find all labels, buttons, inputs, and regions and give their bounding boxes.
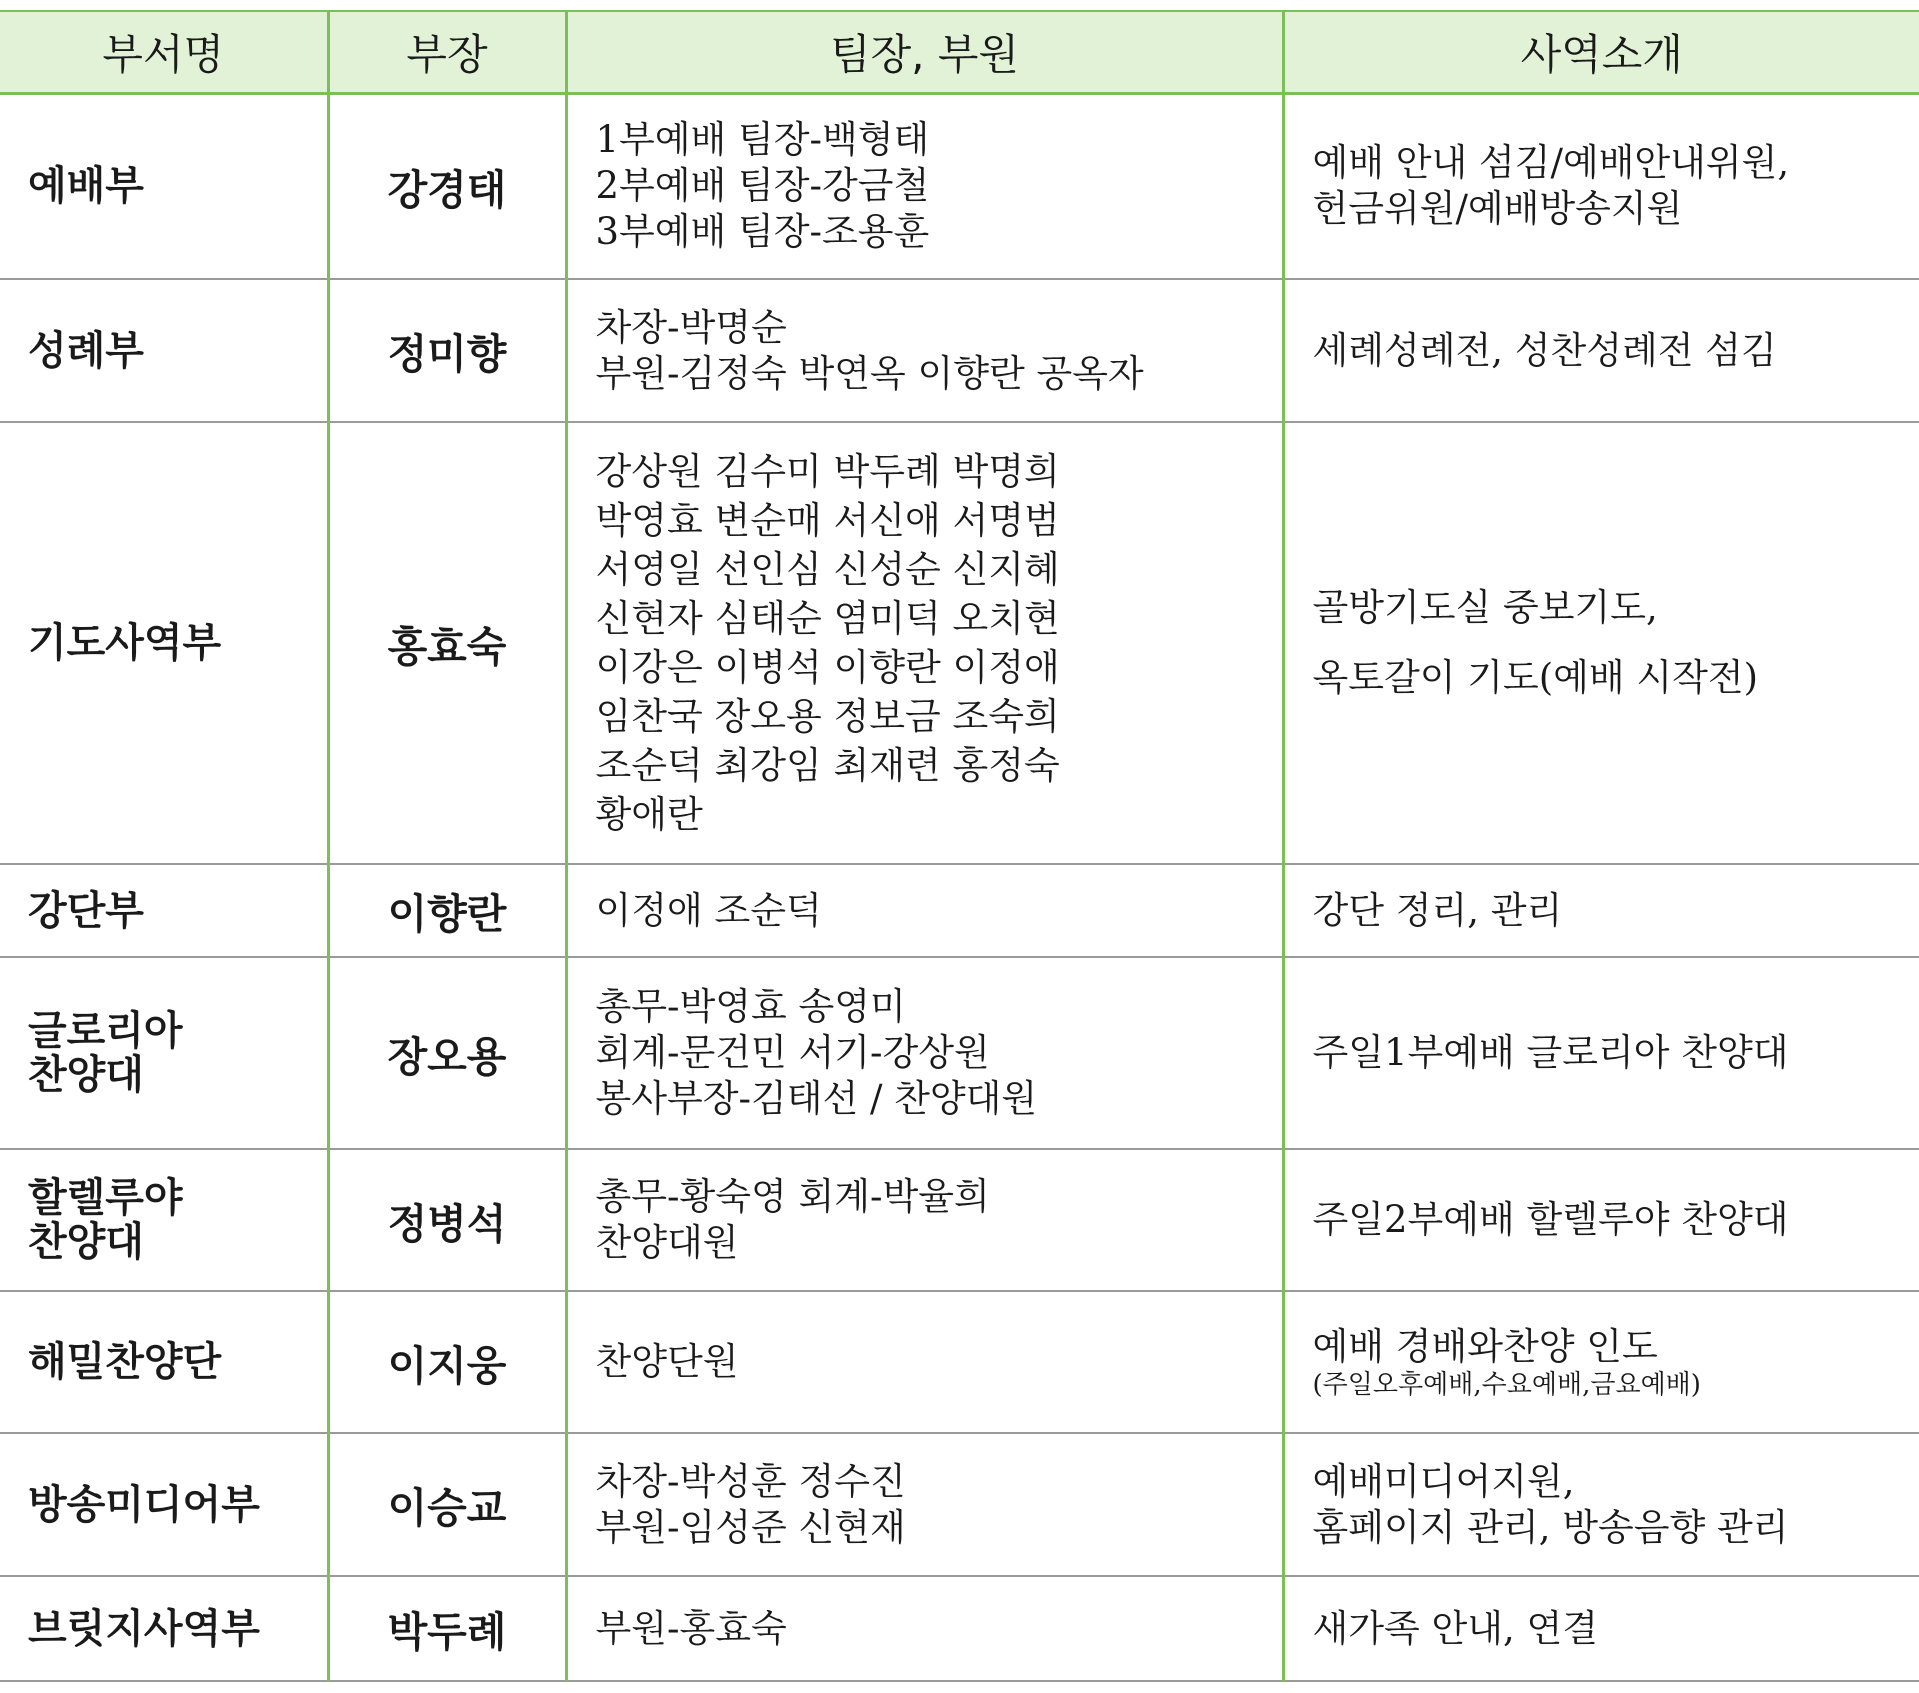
department-name: 할렐루야 찬양대 — [0, 1149, 328, 1291]
member-line: 찬양대원 — [595, 1221, 739, 1264]
department-head: 이지웅 — [328, 1291, 566, 1433]
department-name: 글로리아 찬양대 — [0, 957, 328, 1149]
department-table — [0, 10, 1919, 1682]
members-cell — [566, 279, 1283, 422]
table-row — [0, 1149, 1919, 1291]
ministry-line: 새가족 안내, 연결 — [1312, 1606, 1598, 1650]
ministry-line: 주일1부예배 글로리아 찬양대 — [1312, 1031, 1789, 1074]
ministry-cell — [1283, 279, 1919, 422]
department-head: 박두례 — [328, 1576, 566, 1681]
members-cell — [566, 422, 1283, 864]
member-line: 이강은 이병석 이향란 이정애 — [595, 646, 1060, 689]
member-line: 회계-문건민 서기-강상원 — [595, 1031, 990, 1074]
member-line: 총무-황숙영 회계-박율희 — [595, 1175, 990, 1218]
member-line: 찬양단원 — [595, 1340, 739, 1383]
header-department: 부서명 — [0, 11, 328, 93]
member-line: 차장-박명순 — [595, 305, 787, 349]
member-line: 이정애 조순덕 — [595, 888, 822, 932]
table-row — [0, 1576, 1919, 1681]
department-name: 방송미디어부 — [0, 1433, 328, 1576]
table-row — [0, 422, 1919, 864]
department-name: 성례부 — [0, 279, 328, 422]
members-cell — [566, 1576, 1283, 1681]
members-cell — [566, 957, 1283, 1149]
department-name: 해밀찬양단 — [0, 1291, 328, 1433]
department-name: 예배부 — [0, 93, 328, 279]
department-head: 이승교 — [328, 1433, 566, 1576]
members-cell — [566, 93, 1283, 279]
member-line: 차장-박성훈 정수진 — [595, 1459, 906, 1503]
member-line: 박영효 변순매 서신애 서명범 — [595, 499, 1060, 542]
ministry-cell — [1283, 1291, 1919, 1433]
member-line: 서영일 선인심 신성순 신지혜 — [595, 548, 1060, 591]
member-line: 1부예배 팀장-백형태 — [595, 118, 930, 162]
member-line: 2부예배 팀장-강금철 — [595, 164, 930, 208]
ministry-cell — [1283, 422, 1919, 864]
ministry-line: 예배미디어지원, — [1312, 1459, 1575, 1503]
line-spacer — [1313, 631, 1912, 655]
department-name: 강단부 — [0, 864, 328, 957]
header-members: 팀장, 부원 — [566, 11, 1283, 93]
member-line: 부원-김정숙 박연옥 이향란 공옥자 — [595, 351, 1144, 395]
department-head: 정병석 — [328, 1149, 566, 1291]
table-row — [0, 957, 1919, 1149]
table-row — [0, 93, 1919, 279]
department-head: 이향란 — [328, 864, 566, 957]
ministry-cell — [1283, 1576, 1919, 1681]
header-row — [0, 11, 1919, 93]
ministry-cell — [1283, 957, 1919, 1149]
table-row — [0, 864, 1919, 957]
table-row — [0, 1291, 1919, 1433]
member-line: 임찬국 장오용 정보금 조숙희 — [595, 695, 1060, 738]
table-row — [0, 1433, 1919, 1576]
ministry-line: 강단 정리, 관리 — [1312, 888, 1563, 932]
department-head: 정미향 — [328, 279, 566, 422]
member-line: 3부예배 팀장-조용훈 — [595, 210, 930, 254]
members-cell — [566, 864, 1283, 957]
ministry-line: 홈페이지 관리, 방송음향 관리 — [1312, 1505, 1789, 1549]
member-line: 신현자 심태순 염미덕 오치현 — [595, 597, 1060, 640]
table-row — [0, 279, 1919, 422]
member-line: 봉사부장-김태선 / 찬양대원 — [595, 1077, 1038, 1120]
ministry-line: 옥토갈이 기도(예배 시작전) — [1312, 656, 1759, 699]
ministry-line: 세례성례전, 성찬성례전 섬김 — [1312, 328, 1777, 372]
ministry-line: 주일2부예배 할렐루야 찬양대 — [1312, 1198, 1789, 1241]
member-line: 강상원 김수미 박두례 박명희 — [595, 450, 1060, 493]
ministry-line: 헌금위원/예배방송지원 — [1312, 187, 1683, 231]
members-cell — [566, 1291, 1283, 1433]
department-name: 브릿지사역부 — [0, 1576, 328, 1681]
department-name: 기도사역부 — [0, 422, 328, 864]
ministry-cell — [1283, 93, 1919, 279]
department-head: 홍효숙 — [328, 422, 566, 864]
ministry-line: 골방기도실 중보기도, — [1312, 586, 1658, 629]
ministry-line: 예배 안내 섬김/예배안내위원, — [1312, 141, 1790, 185]
member-line: 황애란 — [595, 793, 703, 836]
header-ministry: 사역소개 — [1283, 11, 1919, 93]
ministry-cell — [1283, 1149, 1919, 1291]
header-head: 부장 — [328, 11, 566, 93]
department-head: 장오용 — [328, 957, 566, 1149]
members-cell — [566, 1149, 1283, 1291]
ministry-cell — [1283, 864, 1919, 957]
ministry-line: 예배 경배와찬양 인도 — [1312, 1325, 1658, 1368]
member-line: 총무-박영효 송영미 — [595, 985, 906, 1028]
department-head: 강경태 — [328, 93, 566, 279]
member-line: 조순덕 최강임 최재련 홍정숙 — [595, 744, 1060, 787]
ministry-cell — [1283, 1433, 1919, 1576]
members-cell — [566, 1433, 1283, 1576]
ministry-note: (주일오후예배,수요예배,금요예배) — [1312, 1370, 1701, 1400]
member-line: 부원-임성준 신현재 — [595, 1505, 906, 1549]
member-line: 부원-홍효숙 — [595, 1606, 787, 1650]
